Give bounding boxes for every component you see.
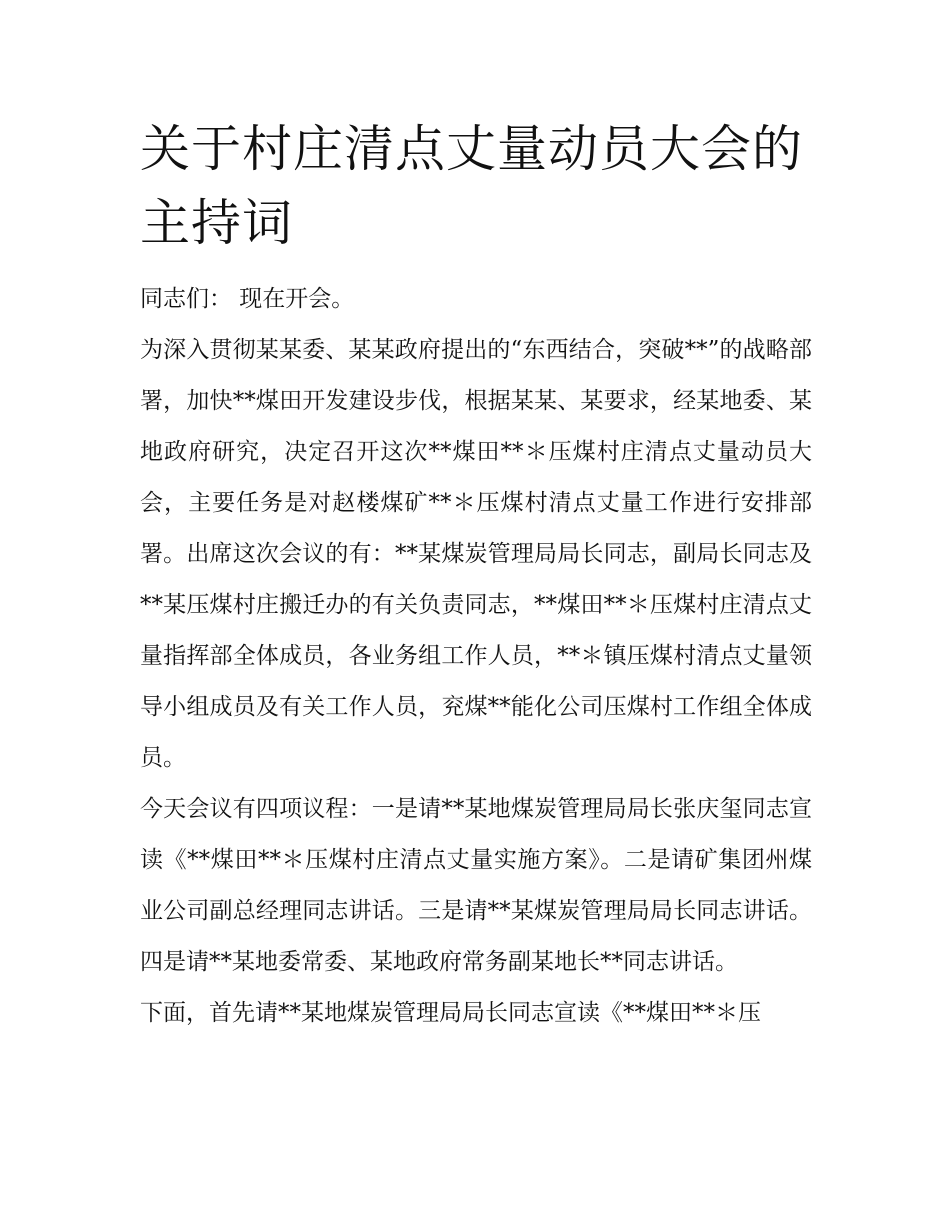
document-title: 关于村庄清点丈量动员大会的主持词 [140, 120, 803, 252]
paragraph-list [140, 274, 812, 1039]
paragraph-agenda: 今天会议有四项议程：一是请**某地煤炭管理局局长张庆玺同志宣读《**煤田**＊压煤村庄清点丈量实施方案》。二是请矿集团州煤业公司副总经理同志讲话。三是请**某煤炭管理局局长同志讲话。四是请**某地委常委、某地政府常务副某地长**同志讲话。 [140, 796, 812, 975]
paragraph-first-item: 下面，首先请**某地煤炭管理局局长同志宣读《**煤田**＊压 [140, 1000, 761, 1026]
document-body [140, 112, 812, 1039]
paragraph-greeting: 同志们： 现在开会。 [140, 286, 355, 312]
paragraph-purpose: 为深入贯彻某某委、某某政府提出的“东西结合，突破**”的战略部署，加快**煤田开发建设步伐，根据某某、某要求，经某地委、某地政府研究，决定召开这次**煤田**＊压煤村庄清点丈量动员大会，主要任务是对赵楼煤矿**＊压煤村清点丈量工作进行安排部署。出席这次会议的有：**某煤炭管理局局长同志，副局长同志及**某压煤村庄搬迁办的有关负责同志，**煤田**＊压煤村庄清点丈量指挥部全体成员，各业务组工作人员，**＊镇压煤村清点丈量领导小组成员及有关工作人员，兖煤**能化公司压煤村工作组全体成员。 [140, 337, 812, 771]
